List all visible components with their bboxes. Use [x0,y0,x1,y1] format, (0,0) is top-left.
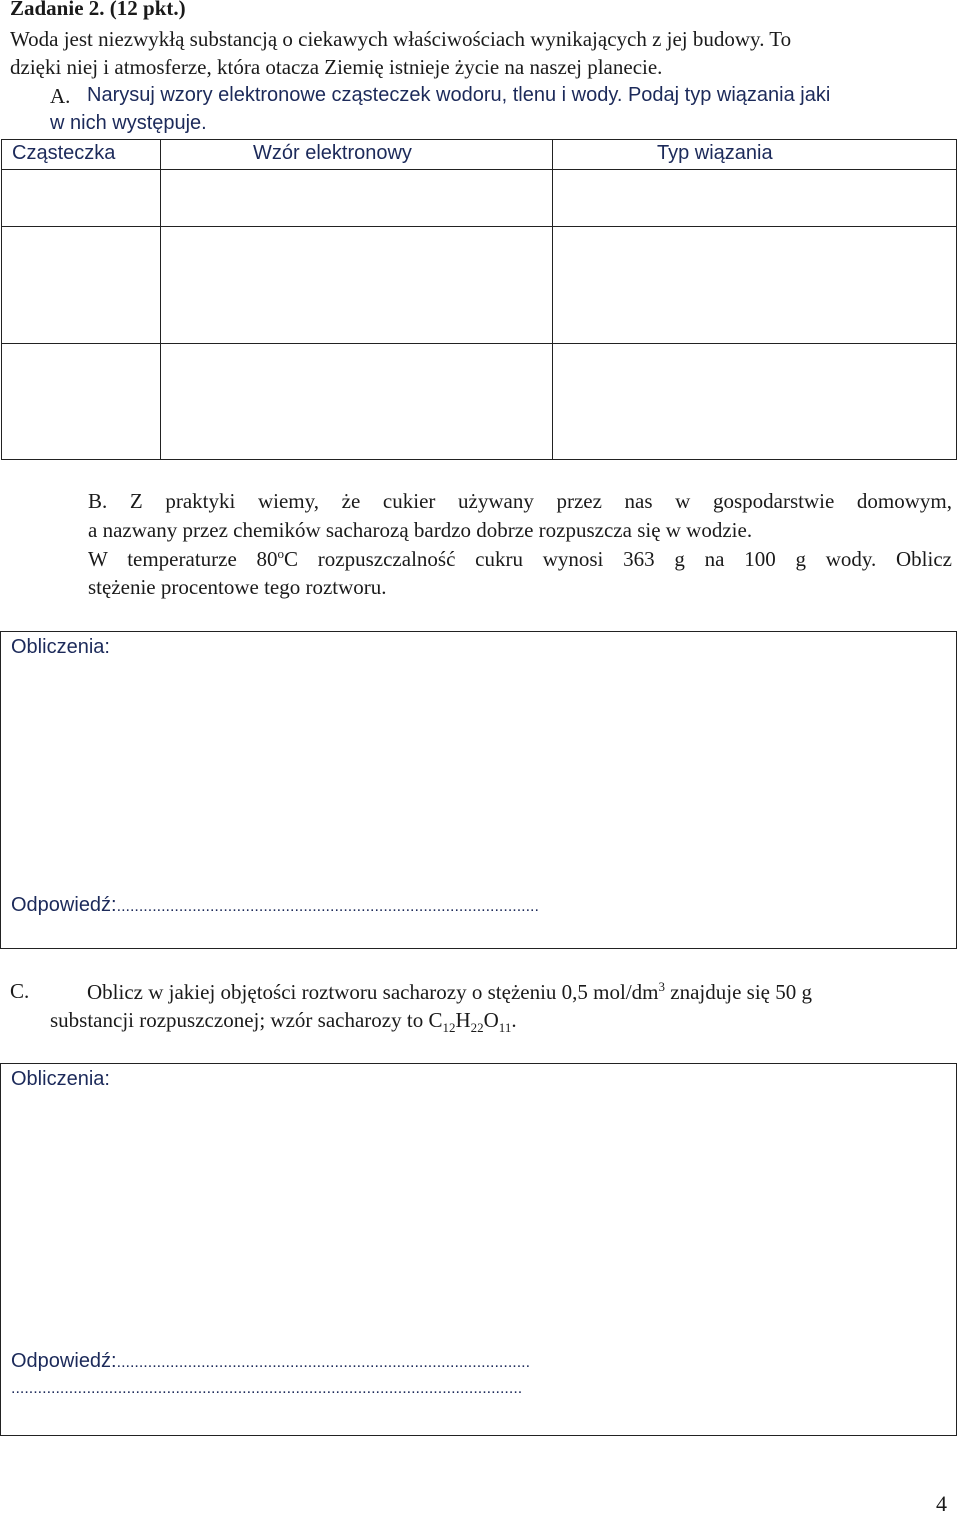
table-cell[interactable] [2,170,161,227]
answer-table [1,139,957,460]
part-c-answer-label: Odpowiedź: [11,1350,117,1372]
table-cell[interactable] [161,170,553,227]
part-c-letter: C. [10,979,30,1003]
part-a-instruction-line-1: Narysuj wzory elektronowe cząsteczek wodoru, tlenu i wody. Podaj typ wiązania jaki [87,84,831,106]
table-cell[interactable] [2,227,161,344]
part-c-answer-dots: ............................................................................................. [116,1354,531,1371]
table-row [2,170,957,227]
intro-line-1: Woda jest niezwykłą substancją o ciekawych właściwościach wynikających z jej budowy. To [10,27,792,51]
part-c-calculation-box[interactable] [0,1063,957,1436]
table-cell[interactable] [161,344,553,460]
table-cell[interactable] [553,170,957,227]
part-a-letter: A. [50,84,71,108]
table-cell[interactable] [553,344,957,460]
part-c-answer-line[interactable] [11,1350,530,1373]
part-b-calculation-box[interactable] [0,631,957,949]
part-b-line-4: stężenie procentowe tego roztworu. [88,575,387,599]
table-header-bond-type: Typ wiązania [553,140,957,170]
part-c-answer-dots-line-2[interactable]: ................................................................................................................... [11,1380,523,1397]
part-b-line-2: a nazwany przez chemików sacharozą bardzo dobrze rozpuszcza się w wodzie. [88,518,753,542]
table-header-electron-formula: Wzór elektronowy [161,140,553,170]
part-a-instruction-line-2: w nich występuje. [50,112,207,134]
table-row [2,344,957,460]
intro-line-2: dzięki niej i atmosferze, która otacza Ziemię istnieje życie na naszej planecie. [10,55,663,79]
part-b-answer-line[interactable] [11,894,539,917]
table-cell[interactable] [553,227,957,344]
part-c-calc-label: Obliczenia: [11,1068,110,1090]
part-b-calc-label: Obliczenia: [11,636,110,658]
part-c-line-1: Oblicz w jakiej objętości roztworu sacharozy o stężeniu 0,5 mol/$dm^3$ znajduje się 50 g [87,979,812,1004]
table-header-molecule: Cząsteczka [2,140,161,170]
task-title: Zadanie 2. (12 pkt.) [10,0,186,20]
part-b-line-1: B. Z praktyki wiemy, że cukier używany przez nas w gospodarstwie domowym, [88,489,952,513]
page-number: 4 [936,1491,947,1516]
table-row [2,227,957,344]
table-cell[interactable] [161,227,553,344]
part-c-line-2: substancji rozpuszczonej; wzór sacharozy to $C_{12}H_{22}O_{11}$. [50,1008,517,1036]
part-b-line-3: W temperaturze 80$^o$C rozpuszczalność cukru wynosi 363 g na 100 g wody. Oblicz [88,546,952,571]
part-b-answer-dots: ............................................................................................... [116,898,539,915]
part-b-answer-label: Odpowiedź: [11,894,117,916]
degree-superscript: o [277,546,285,561]
table-cell[interactable] [2,344,161,460]
